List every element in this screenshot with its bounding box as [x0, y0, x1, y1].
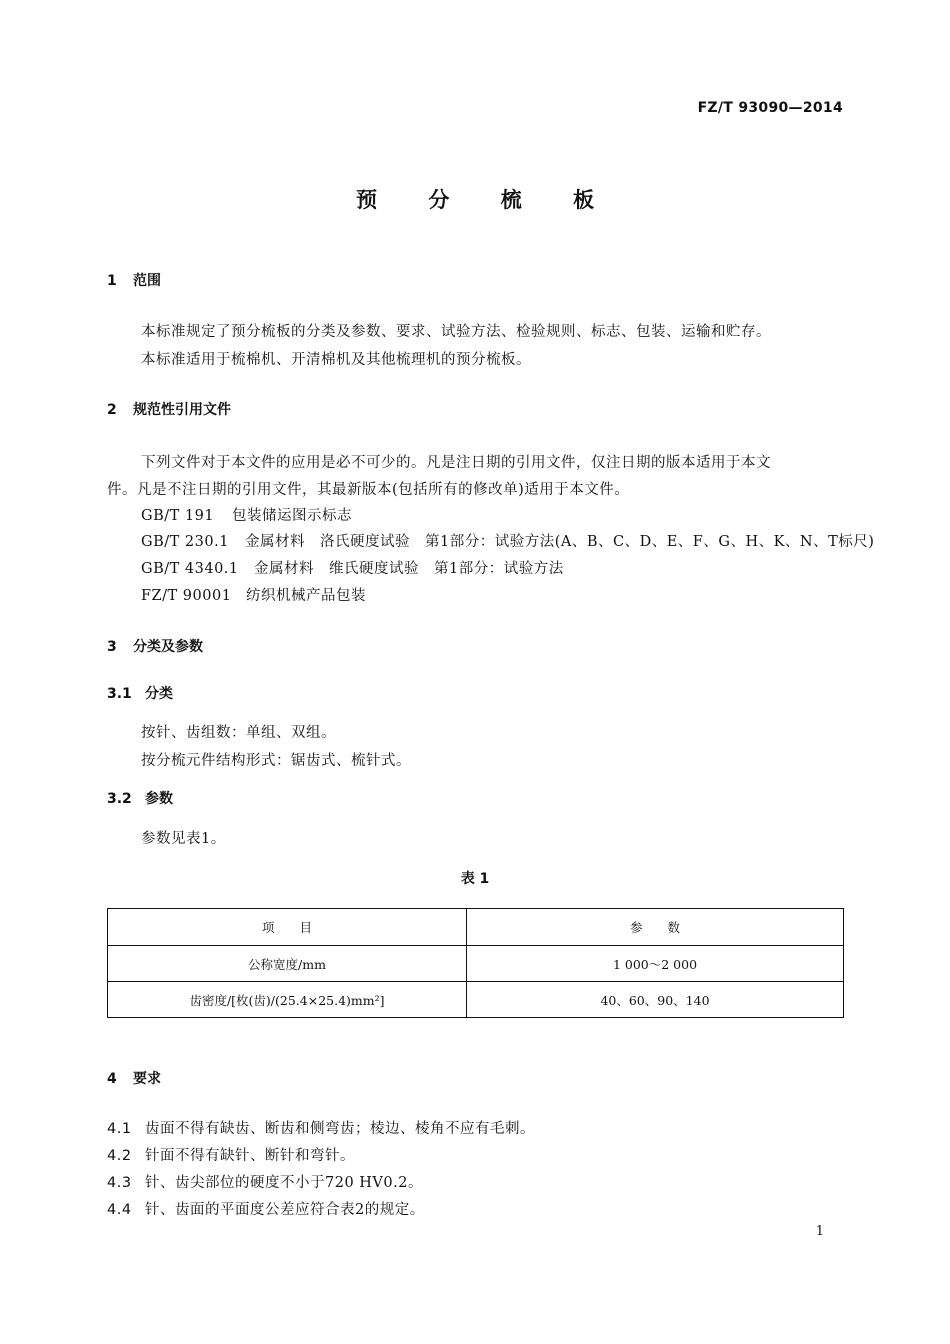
page-number: 1: [815, 1224, 824, 1239]
section-3-heading: [107, 636, 203, 656]
reference-title: 包装储运图示标志: [232, 508, 352, 524]
section-number: 3.1: [107, 686, 132, 702]
reference-title: 金属材料 维氏硬度试验 第1部分：试验方法: [254, 561, 564, 577]
requirement-item: [107, 1117, 535, 1138]
requirement-item: [107, 1144, 355, 1165]
requirement-number: 4.2: [107, 1148, 132, 1164]
table-1-caption: 表 1: [460, 871, 490, 887]
section-number: 3.2: [107, 791, 132, 807]
requirement-text: 针、齿面的平面度公差应符合表2的规定。: [145, 1202, 425, 1218]
parameters-note: 参数见表1。: [141, 831, 226, 847]
requirement-text: 齿面不得有缺齿、断齿和侧弯齿；棱边、棱角不应有毛刺。: [145, 1121, 535, 1137]
requirement-text: 针面不得有缺针、断针和弯针。: [145, 1148, 355, 1164]
section-title: 要求: [133, 1071, 161, 1087]
table-header-parameter: 参 数: [467, 909, 844, 946]
reference-item: [141, 557, 564, 578]
section-title: 规范性引用文件: [133, 402, 231, 418]
reference-title: 纺织机械产品包装: [246, 588, 366, 604]
requirement-item: [107, 1171, 423, 1192]
section-3-2-heading: [107, 788, 173, 808]
reference-code: GB/T 230.1: [141, 534, 229, 550]
section-number: 4: [107, 1071, 117, 1087]
section-number: 2: [107, 402, 117, 418]
reference-item: [141, 584, 366, 605]
section-3-1-heading: [107, 683, 173, 703]
requirement-number: 4.3: [107, 1175, 132, 1191]
reference-code: GB/T 4340.1: [141, 561, 239, 577]
section-2-heading: [107, 399, 231, 419]
section-4-heading: [107, 1068, 161, 1088]
requirement-item: [107, 1198, 425, 1219]
table-header-row: [108, 909, 844, 946]
reference-item: [141, 530, 874, 551]
requirement-text: 针、齿尖部位的硬度不小于720 HV0.2。: [145, 1175, 423, 1191]
section-2-intro-line-1: 下列文件对于本文件的应用是必不可少的。凡是注日期的引用文件，仅注日期的版本适用于本文: [141, 455, 771, 471]
table-row: [108, 946, 844, 982]
table-cell: 1 000～2 000: [467, 946, 844, 982]
section-1-paragraph-1: 本标准规定了预分梳板的分类及参数、要求、试验方法、检验规则、标志、包装、运输和贮存。: [141, 324, 771, 340]
section-title: 范围: [133, 273, 161, 289]
reference-title: 金属材料 洛氏硬度试验 第1部分：试验方法(A、B、C、D、E、F、G、H、K、N、T标尺): [245, 534, 875, 550]
section-number: 1: [107, 273, 117, 289]
table-header-item: 项 目: [108, 909, 467, 946]
reference-code: FZ/T 90001: [141, 588, 232, 604]
classification-line: 按分梳元件结构形式：锯齿式、梳针式。: [141, 753, 411, 769]
section-title: 分类及参数: [133, 639, 203, 655]
section-1-heading: [107, 270, 161, 290]
table-cell: 公称宽度/mm: [108, 946, 467, 982]
classification-line: 按针、齿组数：单组、双组。: [141, 725, 336, 741]
reference-item: [141, 504, 352, 525]
table-cell: 40、60、90、140: [467, 982, 844, 1018]
standard-number: FZ/T 93090—2014: [697, 100, 843, 116]
reference-code: GB/T 191: [141, 508, 215, 524]
section-number: 3: [107, 639, 117, 655]
table-1: [107, 908, 844, 1018]
table-row: [108, 982, 844, 1018]
section-title: 参数: [145, 791, 173, 807]
section-1-paragraph-2: 本标准适用于梳棉机、开清棉机及其他梳理机的预分梳板。: [141, 352, 531, 368]
requirement-number: 4.4: [107, 1202, 132, 1218]
section-title: 分类: [145, 686, 173, 702]
requirement-number: 4.1: [107, 1121, 132, 1137]
document-title: 预 分 梳 板: [356, 188, 616, 212]
table-cell: 齿密度/[枚(齿)/(25.4×25.4)mm²]: [108, 982, 467, 1018]
section-2-intro-line-2: 件。凡是不注日期的引用文件，其最新版本(包括所有的修改单)适用于本文件。: [107, 482, 630, 498]
